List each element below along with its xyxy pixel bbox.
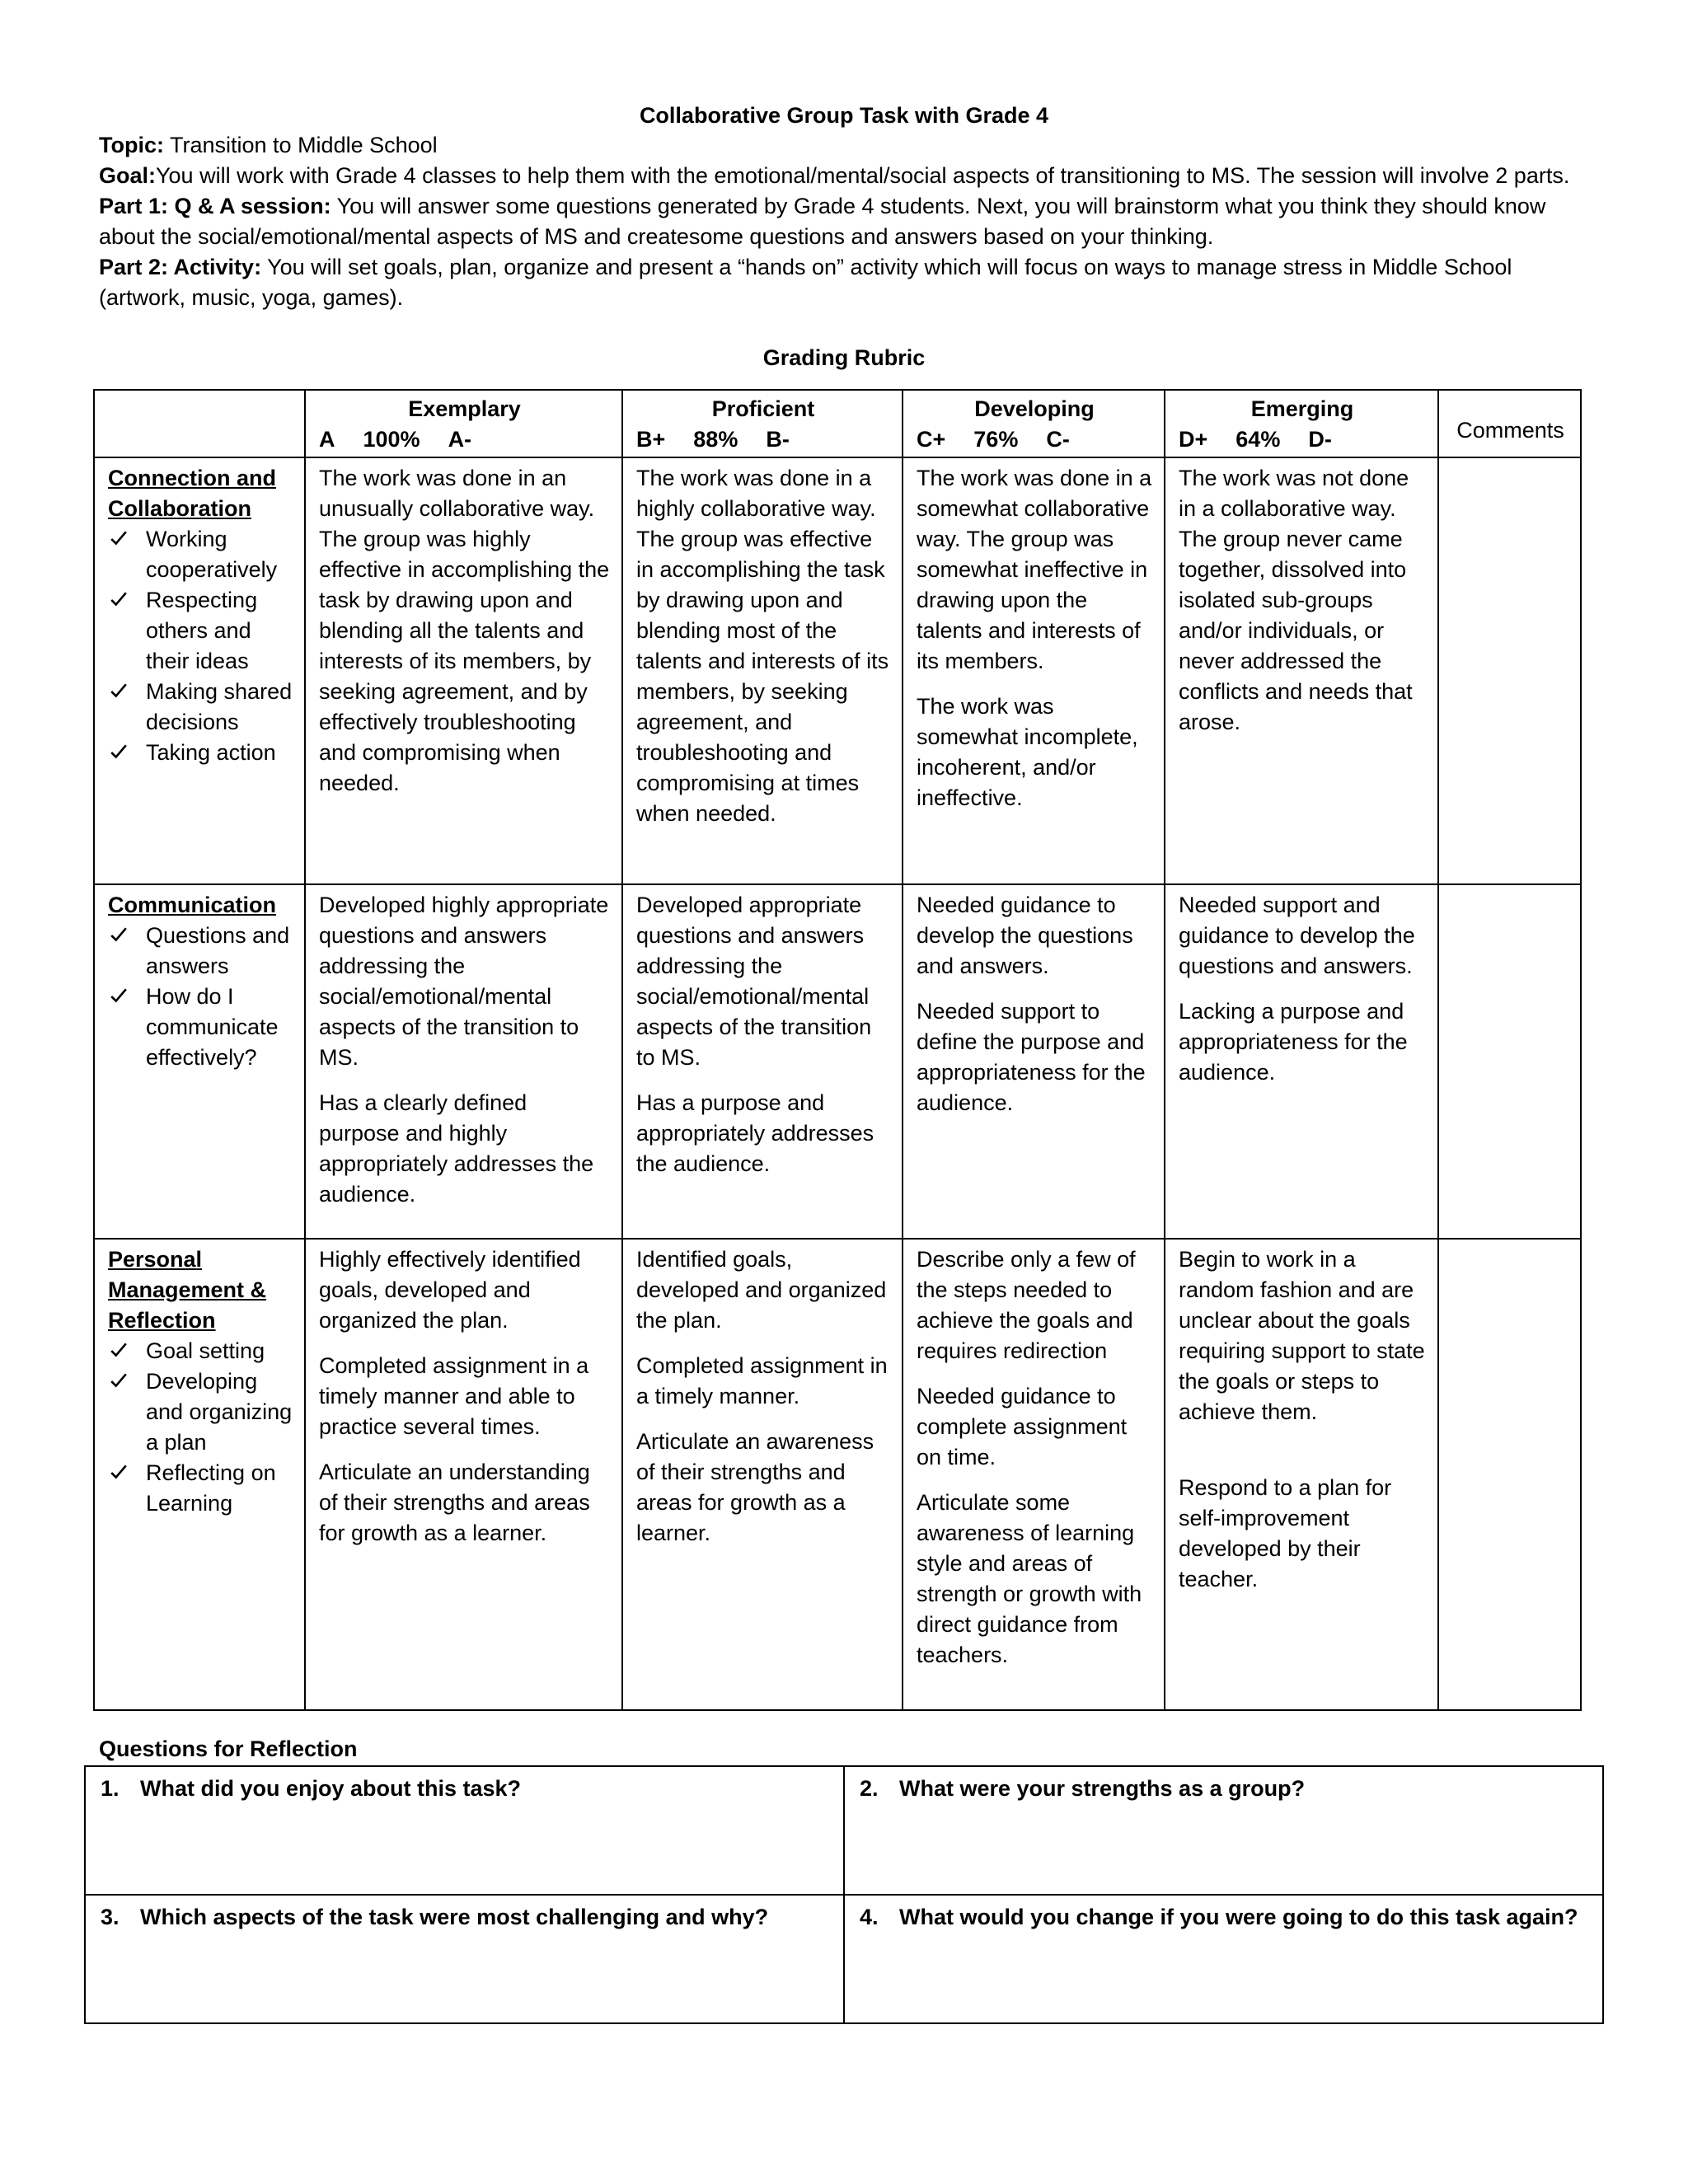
part1-text: You will answer some questions generated by Grade 4 students. Next, you will brainstorm what you think they should know about the social/emotional/mental aspects of MS and createsome questions and answers based on your thinking. (99, 194, 1546, 249)
criteria-header-cell (94, 390, 305, 457)
rubric-cell-developing (903, 884, 1165, 1239)
rubric-cell-emerging (1165, 457, 1438, 884)
checkmark-icon (110, 585, 131, 616)
rubric-cell-exemplary (305, 1239, 622, 1710)
level-header-emerging (1165, 390, 1438, 457)
part1-label: Part 1: Q & A session: (99, 194, 331, 218)
checklist-item-label: Reflecting on Learning (146, 1460, 276, 1516)
rubric-cell-developing (903, 457, 1165, 884)
part2-text: You will set goals, plan, organize and present a “hands on” activity which will focus on ways to manage stress in Middle School (artwork, music, yoga, games). (99, 255, 1512, 310)
question-number: 2. (860, 1776, 879, 1801)
cell-text: Highly effectively identified goals, developed and organized the plan. (319, 1247, 581, 1333)
cell-text: Developed appropriate questions and answers addressing the social/emotional/mental aspects of the transition to MS. (636, 893, 872, 1070)
part1-line (99, 191, 1591, 252)
grade-percent: 100% (363, 427, 420, 452)
reflection-row (85, 1766, 1603, 1895)
rubric-header-row (94, 390, 1581, 457)
question-number: 4. (860, 1905, 879, 1929)
checklist-item (108, 585, 293, 677)
checklist-item-label: How do I communicate effectively? (146, 984, 279, 1070)
question-text: What were your strengths as a group? (899, 1776, 1306, 1801)
criterion-checklist (108, 524, 293, 768)
reflection-question-cell[interactable] (85, 1766, 844, 1895)
question-text: What would you change if you were going to do this task again? (899, 1905, 1578, 1929)
grading-rubric-table (93, 389, 1582, 1711)
blank-line (1179, 1442, 1426, 1473)
document-title: Collaborative Group Task with Grade 4 (639, 103, 1049, 128)
level-name: Proficient (711, 396, 815, 421)
grade-high: A (319, 427, 335, 452)
rubric-cell-developing (903, 1239, 1165, 1710)
task-description (99, 130, 1591, 313)
checklist-item-label: Goal setting (146, 1338, 265, 1363)
checklist-item (108, 1458, 293, 1519)
cell-text: Needed support to define the purpose and appropriateness for the audience. (917, 999, 1146, 1115)
checklist-item-label: Taking action (146, 740, 276, 765)
cell-text: Articulate an awareness of their strengths and areas for growth as a learner. (636, 1429, 874, 1545)
cell-text: The work was not done in a collaborative way. The group never came together, dissolved into isolated sub-groups and/or individuals, or never addressed the conflicts and needs that arose. (1179, 466, 1413, 734)
reflection-title: Questions for Reflection (99, 1736, 358, 1761)
level-header-exemplary (305, 390, 622, 457)
level-name: Developing (974, 396, 1095, 421)
rubric-cell-proficient (622, 457, 903, 884)
cell-text: The work was done in an unusually collaborative way. The group was highly effective in accomplishing the task by drawing upon and blending all the talents and interests of its members, by seeking agreement, and by effectively troubleshooting and compromising when needed. (319, 466, 610, 795)
criterion-checklist (108, 921, 293, 1073)
cell-text: Completed assignment in a timely manner and able to practice several times. (319, 1353, 589, 1439)
checklist-item (108, 524, 293, 585)
checklist-item-label: Questions and answers (146, 923, 290, 978)
checkmark-icon (110, 677, 131, 708)
level-name: Exemplary (408, 396, 521, 421)
level-header-proficient (622, 390, 903, 457)
rubric-cell-emerging (1165, 1239, 1438, 1710)
rubric-title: Grading Rubric (762, 345, 926, 370)
checklist-item-label: Respecting others and their ideas (146, 588, 258, 673)
reflection-question-cell[interactable] (844, 1766, 1603, 1895)
comments-header: Comments (1438, 390, 1581, 457)
goal-text: You will work with Grade 4 classes to help them with the emotional/mental/social aspects of transitioning to MS. The session will involve 2 parts. (156, 163, 1570, 188)
topic-line (99, 130, 1591, 161)
level-grades (319, 424, 610, 455)
checkmark-icon (110, 1336, 131, 1367)
reflection-question-cell[interactable] (844, 1895, 1603, 2023)
level-grades (1179, 424, 1426, 455)
rubric-cell-emerging (1165, 884, 1438, 1239)
rubric-cell-comments[interactable] (1438, 457, 1581, 884)
checklist-item (108, 677, 293, 738)
checkmark-icon (110, 738, 131, 769)
part2-line (99, 252, 1591, 313)
cell-text: Lacking a purpose and appropriateness for the audience. (1179, 999, 1408, 1085)
criterion-cell (94, 1239, 305, 1710)
checklist-item (108, 738, 293, 768)
grade-low: D- (1308, 427, 1332, 452)
question-text: What did you enjoy about this task? (140, 1776, 522, 1801)
cell-text: Identified goals, developed and organized the plan. (636, 1247, 887, 1333)
part2-label: Part 2: Activity: (99, 255, 262, 279)
cell-text: Has a clearly defined purpose and highly appropriately addresses the audience. (319, 1090, 594, 1207)
checkmark-icon (110, 524, 131, 555)
question-number: 1. (101, 1776, 120, 1801)
checklist-item-label: Making shared decisions (146, 679, 293, 734)
grade-percent: 88% (693, 427, 738, 452)
checklist-item (108, 1336, 293, 1366)
checkmark-icon (110, 982, 131, 1013)
criterion-name: Connection and Collaboration (108, 466, 276, 521)
question-text: Which aspects of the task were most challenging and why? (140, 1905, 769, 1929)
cell-text: Respond to a plan for self-improvement developed by their teacher. (1179, 1475, 1392, 1591)
checkmark-icon (110, 1366, 131, 1398)
criterion-name: Personal Management & Reflection (108, 1247, 267, 1333)
criterion-name: Communication (108, 893, 277, 917)
rubric-cell-proficient (622, 884, 903, 1239)
goal-label: Goal: (99, 163, 157, 188)
cell-text: Describe only a few of the steps needed to achieve the goals and requires redirection (917, 1247, 1136, 1363)
checklist-item-label: Working cooperatively (146, 527, 278, 582)
rubric-cell-exemplary (305, 457, 622, 884)
goal-line (99, 161, 1591, 191)
level-header-developing (903, 390, 1165, 457)
cell-text: The work was done in a highly collaborative way. The group was effective in accomplishing the task by drawing upon and blending most of the talents and interests of its members, by seeking agreement, and troubleshooting and compromising at times when needed. (636, 466, 889, 826)
level-grades (917, 424, 1152, 455)
checkmark-icon (110, 1458, 131, 1489)
rubric-cell-proficient (622, 1239, 903, 1710)
cell-text: Needed guidance to complete assignment on time. (917, 1384, 1128, 1469)
grade-low: C- (1046, 427, 1070, 452)
cell-text: Needed support and guidance to develop the questions and answers. (1179, 893, 1415, 978)
grade-high: C+ (917, 427, 946, 452)
criterion-cell (94, 457, 305, 884)
checklist-item (108, 1366, 293, 1458)
cell-text: Developed highly appropriate questions and answers addressing the social/emotional/mental aspects of the transition to MS. (319, 893, 609, 1070)
topic-text: Transition to Middle School (163, 133, 438, 157)
criterion-checklist (108, 1336, 293, 1519)
cell-text: Needed guidance to develop the questions and answers. (917, 893, 1133, 978)
grade-low: A- (448, 427, 472, 452)
cell-text: Begin to work in a random fashion and are unclear about the goals requiring support to state the goals or steps to achieve them. (1179, 1247, 1425, 1424)
cell-text: Articulate some awareness of learning style and areas of strength or growth with direct guidance from teachers. (917, 1490, 1142, 1667)
topic-label: Topic: (99, 133, 164, 157)
rubric-cell-comments[interactable] (1438, 884, 1581, 1239)
grade-percent: 76% (973, 427, 1019, 452)
rubric-row-personal-management (94, 1239, 1581, 1710)
grade-high: B+ (636, 427, 666, 452)
cell-text: The work was somewhat incomplete, incoherent, and/or ineffective. (917, 694, 1138, 810)
grade-percent: 64% (1236, 427, 1281, 452)
rubric-row-communication (94, 884, 1581, 1239)
checklist-item-label: Developing and organizing a plan (146, 1369, 293, 1455)
rubric-cell-comments[interactable] (1438, 1239, 1581, 1710)
cell-text: Articulate an understanding of their strengths and areas for growth as a learner. (319, 1460, 590, 1545)
level-grades (636, 424, 890, 455)
cell-text: Completed assignment in a timely manner. (636, 1353, 888, 1408)
level-name: Emerging (1250, 396, 1354, 421)
rubric-row-collaboration (94, 457, 1581, 884)
grade-high: D+ (1179, 427, 1208, 452)
grade-low: B- (766, 427, 790, 452)
checklist-item (108, 982, 293, 1073)
reflection-row (85, 1895, 1603, 2023)
rubric-cell-exemplary (305, 884, 622, 1239)
cell-text: The work was done in a somewhat collaborative way. The group was somewhat ineffective in drawing upon the talents and interests of its members. (917, 466, 1152, 673)
reflection-questions-table (84, 1765, 1604, 2024)
checkmark-icon (110, 921, 131, 952)
criterion-cell (94, 884, 305, 1239)
reflection-question-cell[interactable] (85, 1895, 844, 2023)
checklist-item (108, 921, 293, 982)
question-number: 3. (101, 1905, 120, 1929)
cell-text: Has a purpose and appropriately addresses the audience. (636, 1090, 874, 1176)
